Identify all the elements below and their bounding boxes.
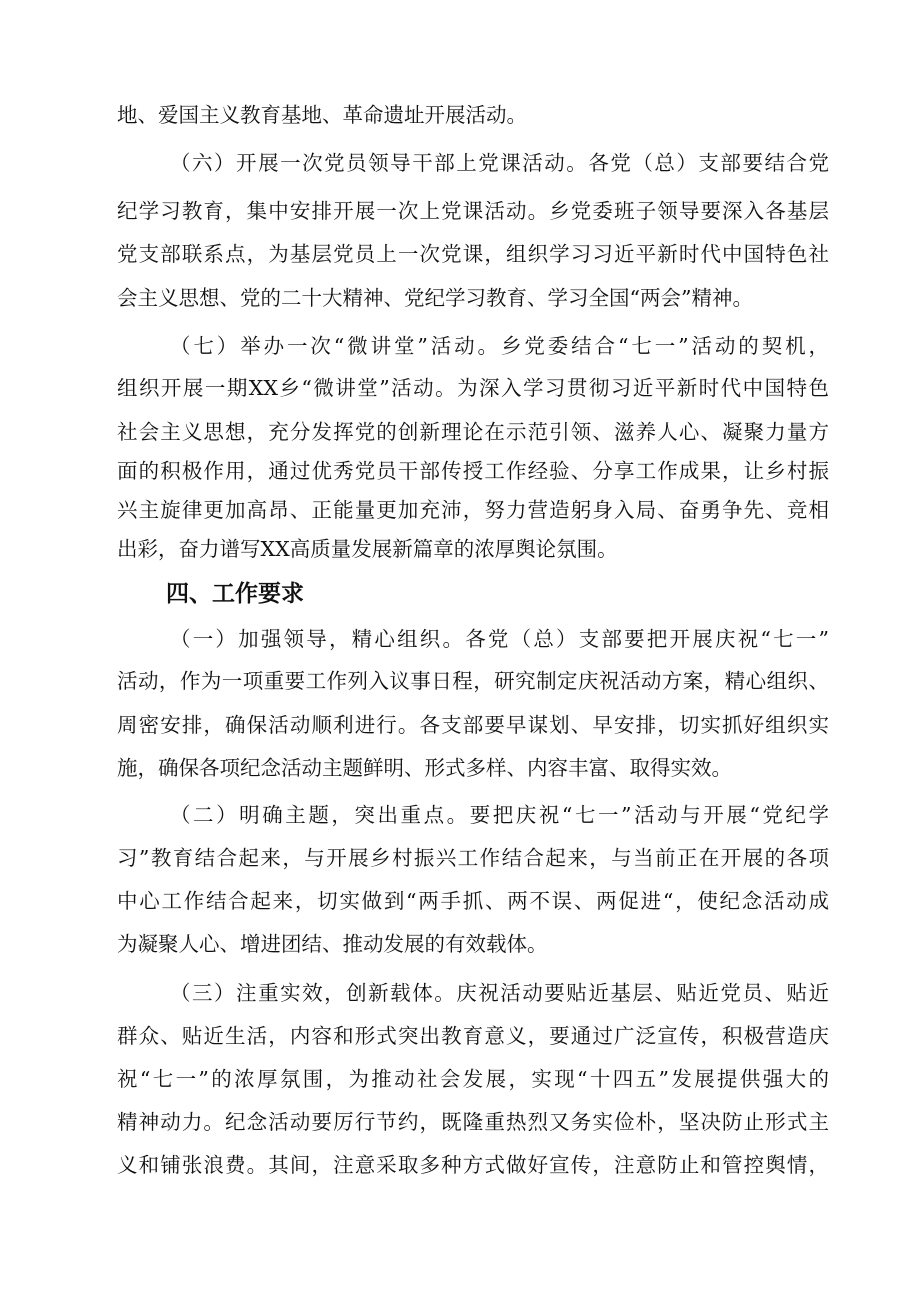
text-line: 为凝聚人心、增进团结、推动发展的有效载体。 — [117, 932, 548, 956]
text-line: （三）注重实效，创新载体。庆祝活动要贴近基层、贴近党员、贴近 — [170, 981, 829, 1005]
text-line: 兴主旋律更加高昂、正能量更加充沛，努力营造躬身入局、奋勇争先、竞相 — [117, 498, 829, 522]
text-line: 地、爱国主义教育基地、革命遗址开展活动。 — [117, 103, 527, 127]
text-line: 纪学习教育，集中安排开展一次上党课活动。乡党委班子领导要深入各基层 — [117, 199, 829, 223]
text-line: 党支部联系点，为基层党员上一次党课，组织学习习近平新时代中国特色社 — [117, 242, 829, 266]
text-line: （六）开展一次党员领导干部上党课活动。各党（总）支部要结合党 — [170, 151, 829, 175]
text-line: 社会主义思想，充分发挥党的创新理论在示范引领、滋养人心、凝聚力量方 — [117, 420, 829, 444]
text-line: 习”教育结合起来，与开展乡村振兴工作结合起来，与当前正在开展的各项 — [117, 846, 829, 870]
text-line: （七）举办一次“微讲堂”活动。乡党委结合“七一”活动的契机， — [170, 334, 829, 358]
text-line: 施，确保各项纪念活动主题鲜明、形式多样、内容丰富、取得实效。 — [117, 756, 732, 780]
text-line: （二）明确主题，突出重点。要把庆祝“七一”活动与开展“党纪学 — [170, 803, 829, 827]
text-line: 面的积极作用，通过优秀党员干部传授工作经验、分享工作成果，让乡村振 — [117, 459, 829, 483]
section-heading: 四、工作要求 — [166, 581, 304, 607]
text-line: （一）加强领导，精心组织。各党（总）支部要把开展庆祝“七一” — [170, 627, 829, 651]
text-line: 会主义思想、党的二十大精神、党纪学习教育、学习全国“两会”精神。 — [117, 286, 753, 310]
text-line: 周密安排，确保活动顺利进行。各支部要早谋划、早安排，切实抓好组织实 — [117, 713, 829, 737]
text-line: 出彩，奋力谱写XX高质量发展新篇章的浓厚舆论氛围。 — [117, 537, 618, 561]
text-line: 群众、贴近生活，内容和形式突出教育意义，要通过广泛宣传，积极营造庆 — [117, 1024, 829, 1048]
text-line: 精神动力。纪念活动要厉行节约，既隆重热烈又务实俭朴，坚决防止形式主 — [117, 1110, 829, 1134]
text-line: 中心工作结合起来，切实做到“两手抓、两不误、两促进“，使纪念活动成 — [117, 889, 829, 913]
text-line: 义和铺张浪费。其间，注意采取多种方式做好宣传，注意防止和管控舆情， — [117, 1153, 829, 1177]
text-line: 组织开展一期XX乡“微讲堂”活动。为深入学习贯彻习近平新时代中国特色 — [117, 376, 829, 400]
text-line: 祝“七一”的浓厚氛围，为推动社会发展，实现“十四五”发展提供强大的 — [117, 1067, 829, 1091]
text-line: 活动，作为一项重要工作列入议事日程，研究制定庆祝活动方案，精心组织、 — [117, 669, 829, 693]
